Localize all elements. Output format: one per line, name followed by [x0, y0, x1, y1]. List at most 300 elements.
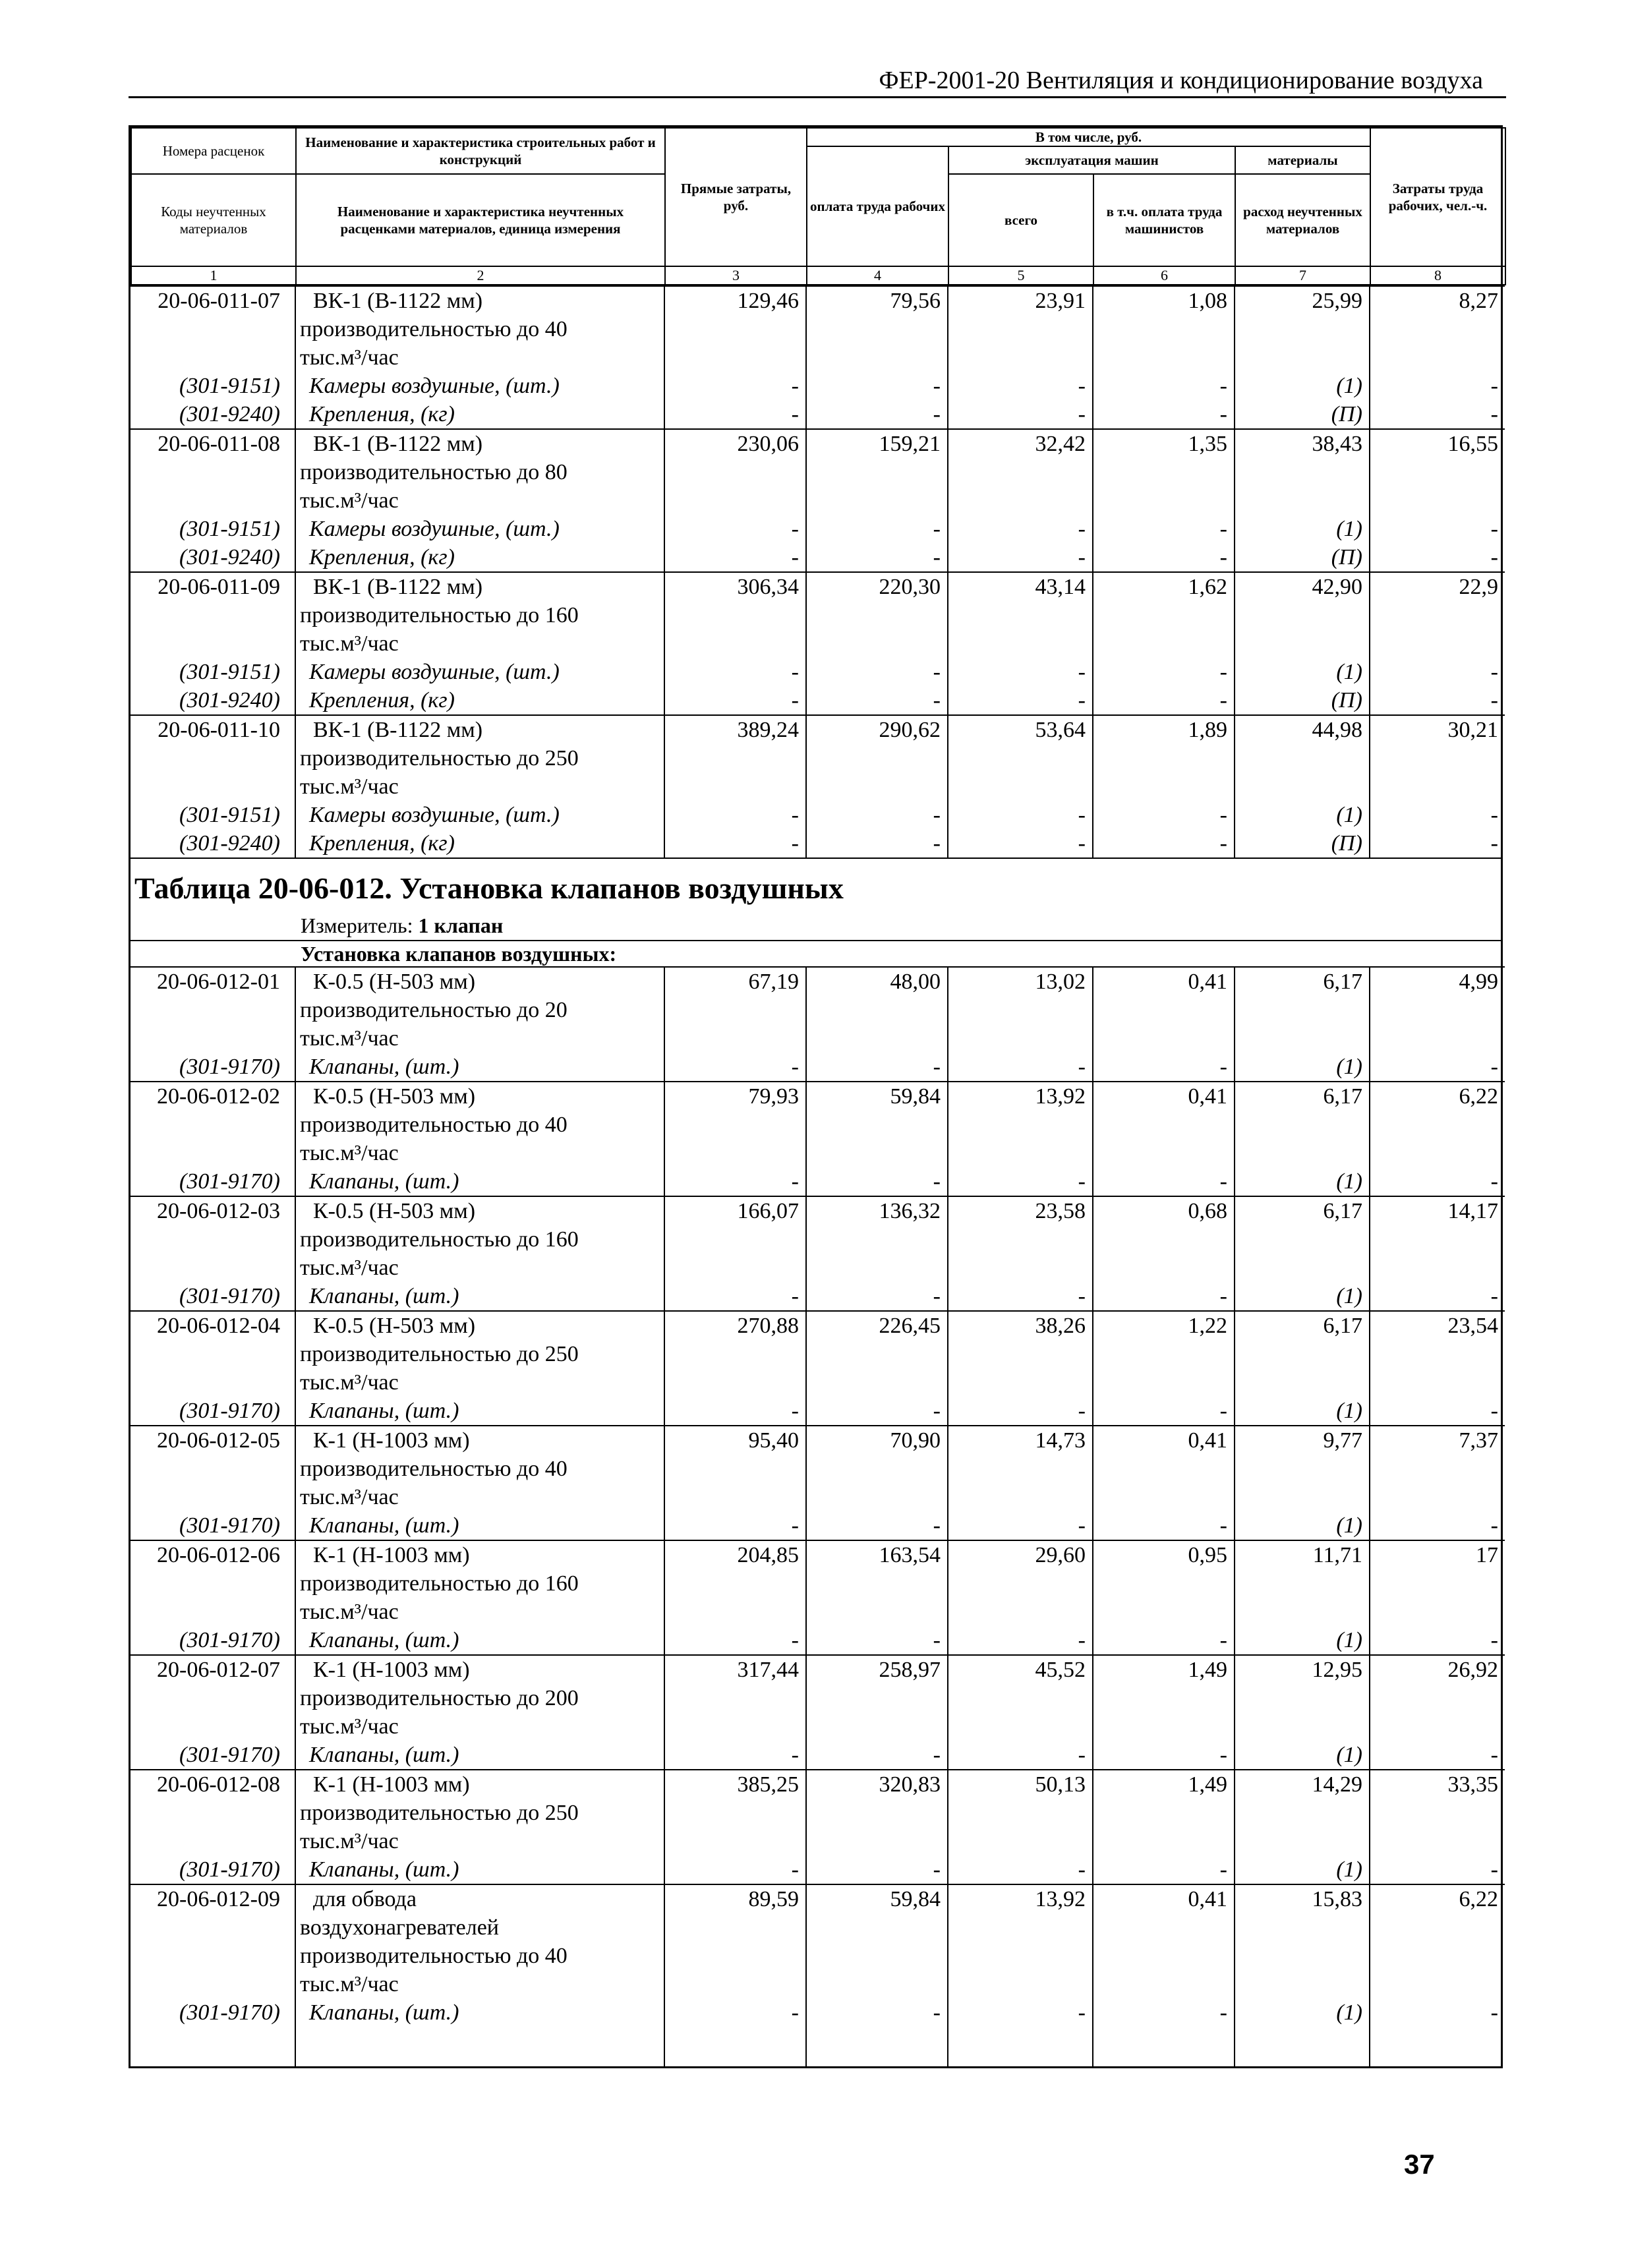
rates-table-1	[131, 285, 1505, 858]
material-value: -	[1490, 1628, 1498, 1652]
rate-name	[295, 1655, 664, 1741]
rate-name-line: производительностью до 250	[300, 746, 579, 771]
rate-value: 0,41	[1093, 967, 1235, 1053]
material-code: (301-9151)	[131, 515, 295, 543]
rate-value: 17	[1370, 1540, 1505, 1626]
rate-name-line: производительностью до 40	[300, 1113, 568, 1137]
rate-value: 0,41	[1093, 1426, 1235, 1511]
rate-value: 13,02	[948, 967, 1093, 1053]
material-value: -	[1490, 517, 1498, 541]
rate-name-line: тыс.м³/час	[300, 1972, 399, 1996]
material-code: (301-9151)	[131, 801, 295, 829]
material-value: -	[806, 400, 948, 429]
material-name: Клапаны, (шт.)	[295, 1855, 664, 1884]
rate-value: 317,44	[664, 1655, 806, 1741]
material-code: (301-9170)	[131, 1855, 295, 1884]
column-number: 1	[131, 266, 296, 285]
rate-value: 7,37	[1370, 1426, 1505, 1511]
material-row	[131, 829, 1505, 858]
materials-heading: материалы	[1235, 146, 1370, 174]
material-name: Клапаны, (шт.)	[295, 1741, 664, 1770]
material-value: (1)	[1235, 372, 1370, 400]
material-value: -	[664, 686, 806, 715]
rate-value: 23,91	[948, 286, 1093, 372]
material-code: (301-9240)	[131, 686, 295, 715]
material-value: -	[664, 658, 806, 686]
rate-name-line: тыс.м³/час	[300, 631, 399, 656]
material-value: -	[1490, 374, 1498, 398]
rate-name-line: К-0.5 (Н-503 мм)	[313, 1084, 476, 1109]
rate-name	[295, 1082, 664, 1167]
material-code: (301-9170)	[131, 1167, 295, 1196]
rate-name-line: тыс.м³/час	[300, 1829, 399, 1853]
material-value: -	[664, 1397, 806, 1426]
rate-code: 20-06-012-01	[131, 967, 295, 1053]
material-value: -	[806, 686, 948, 715]
material-value: -	[1093, 1741, 1235, 1770]
material-value: -	[1093, 829, 1235, 858]
rate-code: 20-06-012-04	[131, 1311, 295, 1397]
material-value: -	[1093, 372, 1235, 400]
rate-value: 320,83	[806, 1770, 948, 1855]
rate-name-line: производительностью до 40	[300, 1944, 568, 1968]
header-rule	[129, 96, 1506, 98]
col3-heading: Прямые затраты, руб.	[665, 128, 807, 266]
material-value: -	[948, 543, 1093, 572]
rate-value: 270,88	[664, 1311, 806, 1397]
material-value: -	[664, 1511, 806, 1540]
material-value: -	[1093, 515, 1235, 543]
material-name: Камеры воздушные, (шт.)	[295, 658, 664, 686]
material-value: -	[1490, 688, 1498, 712]
material-value: -	[948, 1282, 1093, 1311]
rate-value: 14,17	[1370, 1196, 1505, 1282]
rate-value: 45,52	[948, 1655, 1093, 1741]
material-value: -	[806, 1397, 948, 1426]
rate-value: 30,21	[1370, 715, 1505, 801]
rate-name	[295, 1884, 664, 1998]
rate-row	[131, 572, 1505, 658]
running-title: ФЕР-2001-20 Вентиляция и кондиционирование воздуха	[879, 67, 1483, 94]
rate-value: 13,92	[948, 1082, 1093, 1167]
material-value: -	[1093, 1511, 1235, 1540]
section-subheading: Установка клапанов воздушных:	[301, 942, 617, 966]
material-value: (П)	[1235, 543, 1370, 572]
rate-name-line: производительностью до 20	[300, 998, 568, 1022]
material-value: -	[806, 372, 948, 400]
material-code: (301-9151)	[131, 372, 295, 400]
rate-value: 48,00	[806, 967, 948, 1053]
rate-name-line: тыс.м³/час	[300, 1141, 399, 1165]
spacer-cell	[1093, 2027, 1235, 2066]
col4-heading: оплата труда рабочих	[807, 146, 948, 266]
rate-code: 20-06-012-02	[131, 1082, 295, 1167]
material-value: -	[948, 829, 1093, 858]
material-row	[131, 658, 1505, 686]
rate-name-line: производительностью до 200	[300, 1686, 579, 1710]
rate-name-line: производительностью до 160	[300, 1571, 579, 1596]
material-name: Крепления, (кг)	[295, 686, 664, 715]
rate-value: 25,99	[1235, 286, 1370, 372]
rate-value: 42,90	[1235, 572, 1370, 658]
material-row	[131, 686, 1505, 715]
col6-heading: в т.ч. оплата труда машинистов	[1093, 174, 1235, 266]
rates-table-2	[131, 966, 1505, 2066]
material-value: -	[1490, 831, 1498, 856]
rate-code: 20-06-012-03	[131, 1196, 295, 1282]
material-value: -	[948, 372, 1093, 400]
material-row	[131, 1626, 1505, 1655]
rate-name-line: тыс.м³/час	[300, 1256, 399, 1280]
material-row	[131, 400, 1505, 429]
rate-name-line: ВК-1 (В-1122 мм)	[313, 289, 483, 313]
col5-heading: всего	[948, 174, 1093, 266]
spacer-cell	[295, 2027, 664, 2066]
material-row	[131, 1511, 1505, 1540]
rate-row	[131, 286, 1505, 372]
rate-code: 20-06-012-09	[131, 1884, 295, 1998]
rate-value: 258,97	[806, 1655, 948, 1741]
rate-name	[295, 967, 664, 1053]
rate-value: 306,34	[664, 572, 806, 658]
rate-value: 1,49	[1093, 1655, 1235, 1741]
column-number: 2	[296, 266, 665, 285]
rate-name-line: производительностью до 40	[300, 317, 568, 341]
material-value: -	[948, 1511, 1093, 1540]
material-value: (1)	[1235, 1282, 1370, 1311]
rate-name-line: производительностью до 250	[300, 1801, 579, 1825]
rate-value: 26,92	[1370, 1655, 1505, 1741]
rate-name-line: тыс.м³/час	[300, 1026, 399, 1051]
material-value: -	[948, 658, 1093, 686]
material-value: -	[664, 1282, 806, 1311]
material-value: (1)	[1235, 1397, 1370, 1426]
material-value: -	[1490, 803, 1498, 827]
material-value: -	[1093, 1053, 1235, 1082]
rate-name-line: производительностью до 250	[300, 1342, 579, 1366]
material-name: Клапаны, (шт.)	[295, 1053, 664, 1082]
rate-name-line: тыс.м³/час	[300, 1485, 399, 1509]
rate-row	[131, 1196, 1505, 1282]
spacer-cell	[948, 2027, 1093, 2066]
rate-value: 8,27	[1370, 286, 1505, 372]
rate-value: 0,41	[1093, 1884, 1235, 1998]
column-number: 8	[1370, 266, 1505, 285]
spacer-cell	[806, 2027, 948, 2066]
material-value: -	[948, 1741, 1093, 1770]
material-code: (301-9240)	[131, 829, 295, 858]
material-value: -	[1490, 660, 1498, 684]
material-row	[131, 801, 1505, 829]
material-value: -	[806, 515, 948, 543]
rate-row	[131, 1770, 1505, 1855]
spacer-row	[131, 2027, 1505, 2066]
rate-name-line: воздухонагревателей	[300, 1915, 499, 1940]
material-value: -	[948, 686, 1093, 715]
rate-value: 6,17	[1235, 1082, 1370, 1167]
column-number: 4	[807, 266, 948, 285]
column-number: 5	[948, 266, 1093, 285]
material-value: (1)	[1235, 1998, 1370, 2027]
rate-row	[131, 1426, 1505, 1511]
rate-code: 20-06-012-07	[131, 1655, 295, 1741]
material-row	[131, 1998, 1505, 2027]
material-value: -	[1490, 1055, 1498, 1079]
rate-value: 163,54	[806, 1540, 948, 1626]
rate-value: 6,17	[1235, 1311, 1370, 1397]
rate-value: 226,45	[806, 1311, 948, 1397]
material-value: -	[664, 372, 806, 400]
rate-value: 1,49	[1093, 1770, 1235, 1855]
material-value: -	[806, 1855, 948, 1884]
column-number: 7	[1235, 266, 1370, 285]
section-title: Таблица 20-06-012. Установка клапанов воздушных	[131, 858, 1501, 911]
rate-value: 50,13	[948, 1770, 1093, 1855]
material-value: -	[948, 1167, 1093, 1196]
material-value: -	[1093, 801, 1235, 829]
material-value: -	[1490, 545, 1498, 569]
rate-name	[295, 1196, 664, 1282]
material-code: (301-9151)	[131, 658, 295, 686]
rate-code: 20-06-012-06	[131, 1540, 295, 1626]
rate-value: 11,71	[1235, 1540, 1370, 1626]
rate-value: 16,55	[1370, 429, 1505, 515]
page-number: 37	[1404, 2149, 1435, 2180]
rate-row	[131, 1311, 1505, 1397]
material-code: (301-9170)	[131, 1282, 295, 1311]
material-value: -	[664, 829, 806, 858]
rate-name-line: тыс.м³/час	[300, 774, 399, 799]
material-row	[131, 515, 1505, 543]
material-value: -	[1490, 2000, 1498, 2025]
rate-code: 20-06-011-09	[131, 572, 295, 658]
rate-name-line: производительностью до 160	[300, 603, 579, 627]
rate-value: 29,60	[948, 1540, 1093, 1626]
rate-row	[131, 1540, 1505, 1626]
rate-name-line: К-1 (Н-1003 мм)	[313, 1428, 470, 1453]
material-code: (301-9170)	[131, 1053, 295, 1082]
rate-value: 33,35	[1370, 1770, 1505, 1855]
material-value: -	[806, 1282, 948, 1311]
rate-name	[295, 1540, 664, 1626]
material-code: (301-9170)	[131, 1626, 295, 1655]
rate-name-line: тыс.м³/час	[300, 488, 399, 513]
rate-row	[131, 967, 1505, 1053]
rate-name-line: для обвода	[313, 1887, 417, 1911]
material-row	[131, 1397, 1505, 1426]
rate-value: 53,64	[948, 715, 1093, 801]
rate-value: 1,22	[1093, 1311, 1235, 1397]
rate-value: 6,17	[1235, 967, 1370, 1053]
material-value: -	[1490, 402, 1498, 426]
rate-name	[295, 572, 664, 658]
material-code: (301-9170)	[131, 1741, 295, 1770]
rate-code: 20-06-012-08	[131, 1770, 295, 1855]
rate-value: 290,62	[806, 715, 948, 801]
rate-value: 89,59	[664, 1884, 806, 1998]
material-name: Камеры воздушные, (шт.)	[295, 801, 664, 829]
rate-name-line: К-0.5 (Н-503 мм)	[313, 970, 476, 994]
material-value: -	[1093, 658, 1235, 686]
rate-value: 32,42	[948, 429, 1093, 515]
rate-name-line: тыс.м³/час	[300, 345, 399, 370]
rate-row	[131, 715, 1505, 801]
rate-name-line: тыс.м³/час	[300, 1600, 399, 1624]
material-value: -	[1490, 1743, 1498, 1767]
rate-value: 38,43	[1235, 429, 1370, 515]
machines-heading: эксплуатация машин	[948, 146, 1235, 174]
rate-name	[295, 1426, 664, 1511]
material-value: -	[948, 1998, 1093, 2027]
rate-name	[295, 1311, 664, 1397]
material-value: -	[1490, 1399, 1498, 1423]
material-value: -	[948, 1855, 1093, 1884]
rate-value: 220,30	[806, 572, 948, 658]
rate-name-line: ВК-1 (В-1122 мм)	[313, 575, 483, 599]
rate-name-line: ВК-1 (В-1122 мм)	[313, 718, 483, 742]
material-code: (301-9170)	[131, 1998, 295, 2027]
column-number: 6	[1093, 266, 1235, 285]
rate-value: 204,85	[664, 1540, 806, 1626]
material-code: (301-9240)	[131, 543, 295, 572]
material-name: Крепления, (кг)	[295, 543, 664, 572]
material-row	[131, 1855, 1505, 1884]
material-value: -	[664, 1855, 806, 1884]
rate-value: 136,32	[806, 1196, 948, 1282]
rate-value: 12,95	[1235, 1655, 1370, 1741]
rate-value: 43,14	[948, 572, 1093, 658]
material-value: -	[664, 543, 806, 572]
material-name: Клапаны, (шт.)	[295, 1397, 664, 1426]
rate-name-line: производительностью до 80	[300, 460, 568, 484]
rate-name-line: К-1 (Н-1003 мм)	[313, 1658, 470, 1682]
material-name: Клапаны, (шт.)	[295, 1998, 664, 2027]
material-value: -	[806, 543, 948, 572]
material-value: -	[1093, 1855, 1235, 1884]
meter-label: Измеритель:	[301, 914, 413, 937]
rate-value: 67,19	[664, 967, 806, 1053]
rate-name	[295, 429, 664, 515]
material-name: Клапаны, (шт.)	[295, 1511, 664, 1540]
material-value: (П)	[1235, 400, 1370, 429]
rate-name-line: производительностью до 160	[300, 1227, 579, 1252]
col2-bottom-heading: Наименование и характеристика неучтенных расценками материалов, единица измерения	[296, 174, 665, 266]
rate-name-line: К-0.5 (Н-503 мм)	[313, 1199, 476, 1223]
material-value: -	[948, 1053, 1093, 1082]
rate-name-line: К-1 (Н-1003 мм)	[313, 1543, 470, 1567]
rate-value: 6,22	[1370, 1884, 1505, 1998]
rate-value: 129,46	[664, 286, 806, 372]
rate-row	[131, 429, 1505, 515]
material-value: -	[806, 1511, 948, 1540]
material-value: -	[1490, 1169, 1498, 1194]
material-value: -	[1490, 1513, 1498, 1538]
material-name: Клапаны, (шт.)	[295, 1282, 664, 1311]
rate-row	[131, 1655, 1505, 1741]
material-code: (301-9240)	[131, 400, 295, 429]
material-row	[131, 1053, 1505, 1082]
material-value: (1)	[1235, 801, 1370, 829]
material-value: -	[806, 1053, 948, 1082]
material-name: Клапаны, (шт.)	[295, 1167, 664, 1196]
material-value: -	[1093, 1626, 1235, 1655]
material-value: -	[806, 1167, 948, 1196]
rate-row	[131, 1884, 1505, 1998]
rate-value: 44,98	[1235, 715, 1370, 801]
rate-value: 23,58	[948, 1196, 1093, 1282]
rate-value: 79,56	[806, 286, 948, 372]
spacer-cell	[664, 2027, 806, 2066]
material-code: (301-9170)	[131, 1511, 295, 1540]
material-value: -	[664, 1741, 806, 1770]
material-name: Камеры воздушные, (шт.)	[295, 372, 664, 400]
rate-code: 20-06-011-07	[131, 286, 295, 372]
material-value: -	[1093, 400, 1235, 429]
rate-value: 15,83	[1235, 1884, 1370, 1998]
material-value: -	[948, 400, 1093, 429]
rate-name-line: тыс.м³/час	[300, 1714, 399, 1739]
spacer-cell	[1370, 2027, 1505, 2066]
meter-line	[131, 911, 1501, 941]
group-heading: В том числе, руб.	[807, 128, 1370, 146]
material-value: (1)	[1235, 1626, 1370, 1655]
material-row	[131, 1167, 1505, 1196]
material-value: -	[664, 515, 806, 543]
material-value: -	[806, 801, 948, 829]
col1-bottom-heading: Коды неучтенных материалов	[131, 174, 296, 266]
material-value: (П)	[1235, 829, 1370, 858]
rate-value: 159,21	[806, 429, 948, 515]
col2-top-heading: Наименование и характеристика строительных работ и конструкций	[296, 128, 665, 174]
rate-value: 22,9	[1370, 572, 1505, 658]
material-name: Крепления, (кг)	[295, 829, 664, 858]
material-value: -	[1093, 1167, 1235, 1196]
rate-value: 1,35	[1093, 429, 1235, 515]
meter-value: 1 клапан	[418, 914, 504, 937]
rate-row	[131, 1082, 1505, 1167]
rate-name-line: К-1 (Н-1003 мм)	[313, 1772, 470, 1797]
material-value: -	[948, 1397, 1093, 1426]
material-value: (1)	[1235, 1741, 1370, 1770]
rate-code: 20-06-012-05	[131, 1426, 295, 1511]
material-value: -	[1093, 1397, 1235, 1426]
rate-value: 389,24	[664, 715, 806, 801]
material-value: -	[806, 1998, 948, 2027]
material-value: -	[664, 1167, 806, 1196]
material-value: -	[664, 1053, 806, 1082]
rate-value: 95,40	[664, 1426, 806, 1511]
material-value: -	[1093, 686, 1235, 715]
rate-value: 1,89	[1093, 715, 1235, 801]
rate-value: 9,77	[1235, 1426, 1370, 1511]
rate-name	[295, 715, 664, 801]
rate-name-line: производительностью до 40	[300, 1457, 568, 1481]
rate-value: 59,84	[806, 1082, 948, 1167]
spacer-cell	[131, 2027, 295, 2066]
material-value: -	[664, 801, 806, 829]
rate-value: 79,93	[664, 1082, 806, 1167]
column-numbers-row	[131, 266, 1505, 285]
rate-value: 6,22	[1370, 1082, 1505, 1167]
rate-value: 230,06	[664, 429, 806, 515]
material-value: -	[948, 515, 1093, 543]
rate-value: 23,54	[1370, 1311, 1505, 1397]
material-name: Крепления, (кг)	[295, 400, 664, 429]
rate-value: 38,26	[948, 1311, 1093, 1397]
rate-code: 20-06-011-08	[131, 429, 295, 515]
rate-value: 0,68	[1093, 1196, 1235, 1282]
material-value: -	[664, 1626, 806, 1655]
